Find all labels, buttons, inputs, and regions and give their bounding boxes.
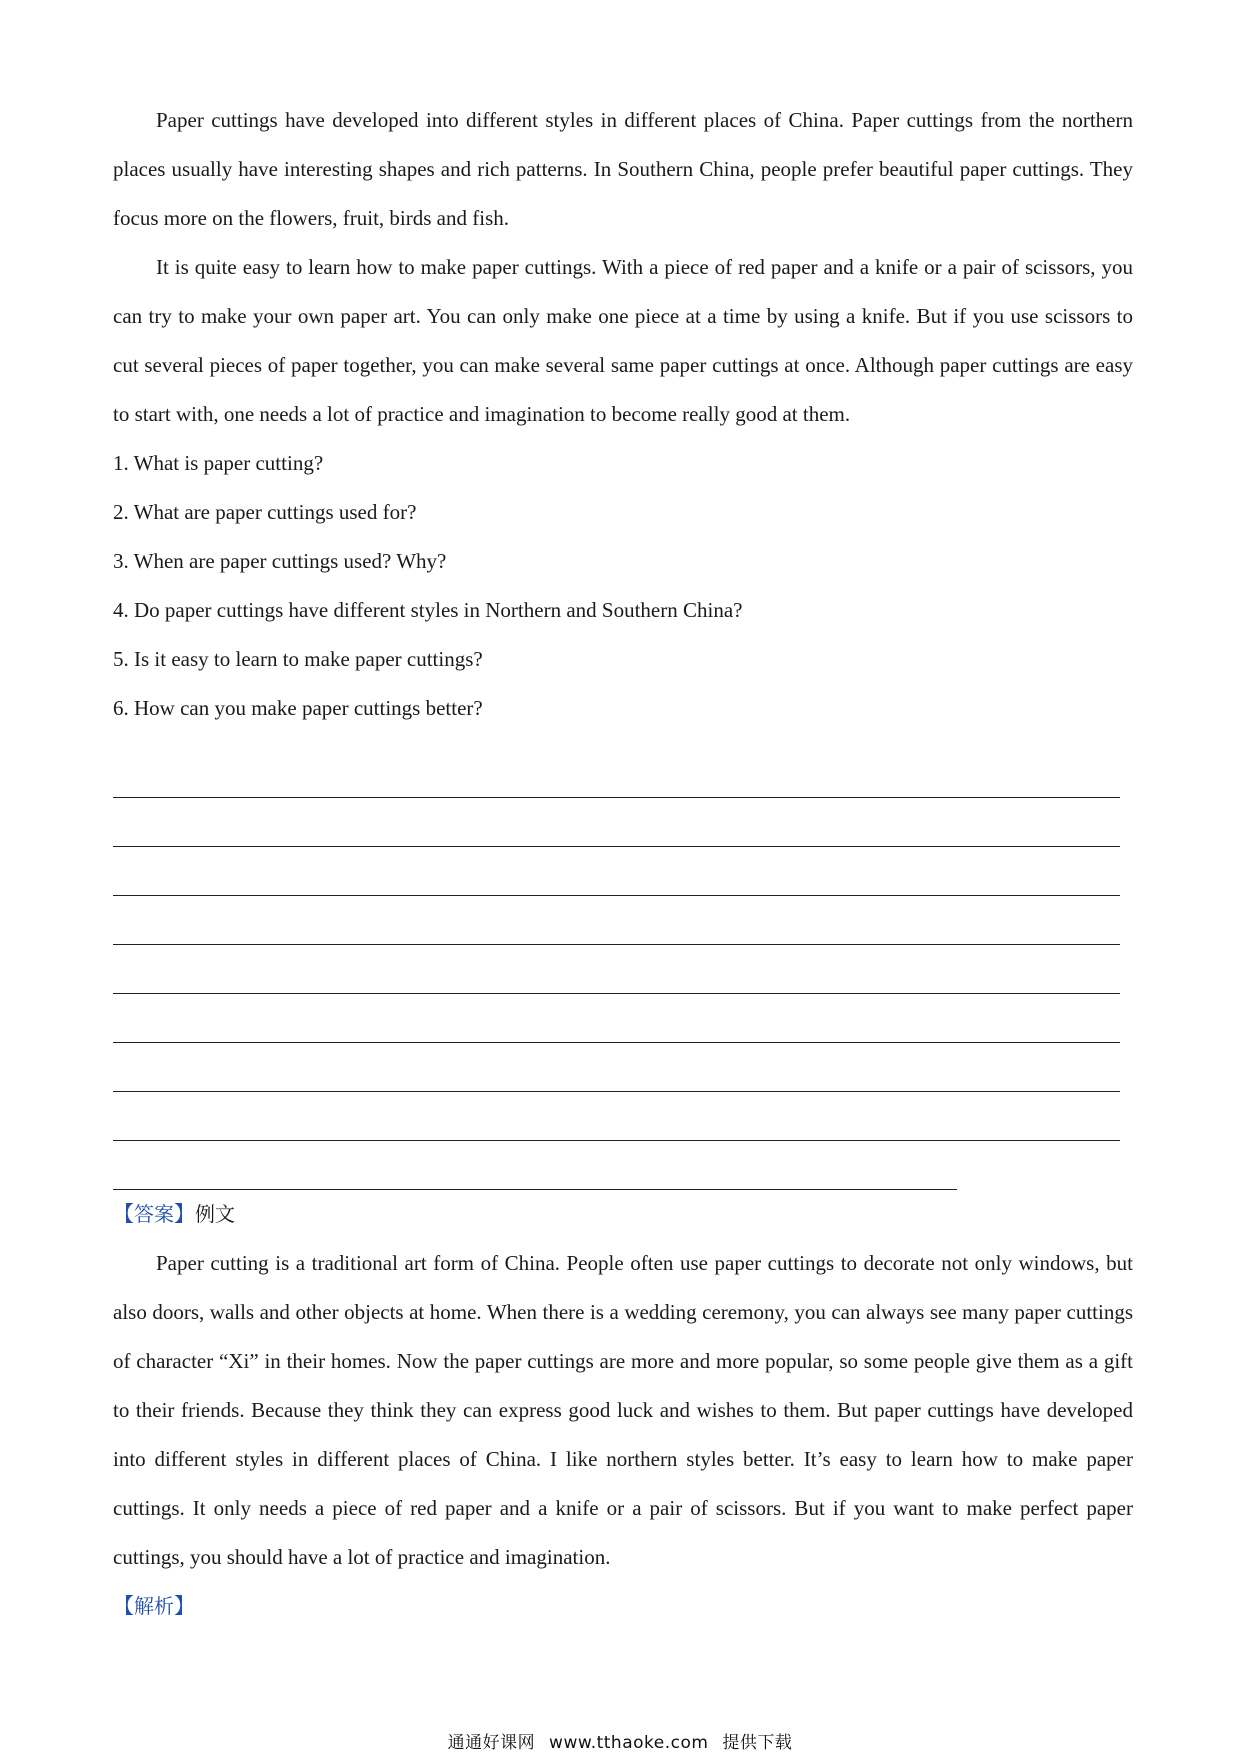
footer-note: 提供下载 xyxy=(722,1733,793,1753)
question-item: 3. When are paper cuttings used? Why? xyxy=(113,549,447,573)
analysis-heading xyxy=(113,1582,1133,1631)
writing-line xyxy=(113,1092,1120,1141)
answer-suffix: 例文 xyxy=(195,1202,235,1226)
answer-open-bracket: 【 xyxy=(113,1202,134,1226)
question-item: 6. How can you make paper cuttings better? xyxy=(113,696,483,720)
writing-line xyxy=(113,945,1120,994)
question-item: 1. What is paper cutting? xyxy=(113,451,324,475)
passage-paragraph-1: Paper cuttings have developed into different styles in different places of China. Paper cuttings from the northern places usually have interesting shapes and rich patterns. In Southern China, people prefer beautiful paper cuttings. They focus more on the flowers, fruit, birds and fish. xyxy=(113,108,1133,230)
answer-label: 答案 xyxy=(134,1202,174,1226)
page-footer xyxy=(0,1728,1240,1753)
footer-site-name: 通通好课网 xyxy=(447,1733,536,1753)
answer-close-bracket: 】 xyxy=(174,1202,195,1226)
footer-url: www.tthaoke.com xyxy=(549,1733,709,1753)
writing-line xyxy=(113,749,1120,798)
answer-heading xyxy=(113,1190,1133,1239)
writing-line xyxy=(113,896,1120,945)
question-item: 2. What are paper cuttings used for? xyxy=(113,500,417,524)
passage-paragraph-2: It is quite easy to learn how to make paper cuttings. With a piece of red paper and a knife or a pair of scissors, you can try to make your own paper art. You can only make one piece at a time by using a knife. But if you use scissors to cut several pieces of paper together, you can make several same paper cuttings at once. Although paper cuttings are easy to start with, one needs a lot of practice and imagination to become really good at them. xyxy=(113,255,1133,426)
writing-lines xyxy=(113,749,1133,1190)
question-item: 5. Is it easy to learn to make paper cuttings? xyxy=(113,647,483,671)
writing-line xyxy=(113,798,1120,847)
writing-line xyxy=(113,994,1120,1043)
writing-line xyxy=(113,1043,1120,1092)
writing-line xyxy=(113,1141,957,1190)
analysis-label: 解析 xyxy=(134,1594,174,1618)
analysis-open-bracket: 【 xyxy=(113,1594,134,1618)
analysis-close-bracket: 】 xyxy=(174,1594,195,1618)
document-page xyxy=(113,96,1133,1631)
question-list xyxy=(113,439,1133,733)
sample-essay: Paper cutting is a traditional art form of China. People often use paper cuttings to decorate not only windows, but also doors, walls and other objects at home. When there is a wedding ceremony, you can always see many paper cuttings of character “Xi” in their homes. Now the paper cuttings are more and more popular, so some people give them as a gift to their friends. Because they think they can express good luck and wishes to them. But paper cuttings have developed into different styles in different places of China. I like northern styles better. It’s easy to learn how to make paper cuttings. It only needs a piece of red paper and a knife or a pair of scissors. But if you want to make perfect paper cuttings, you should have a lot of practice and imagination. xyxy=(113,1251,1133,1569)
writing-line xyxy=(113,847,1120,896)
question-item: 4. Do paper cuttings have different styles in Northern and Southern China? xyxy=(113,598,743,622)
